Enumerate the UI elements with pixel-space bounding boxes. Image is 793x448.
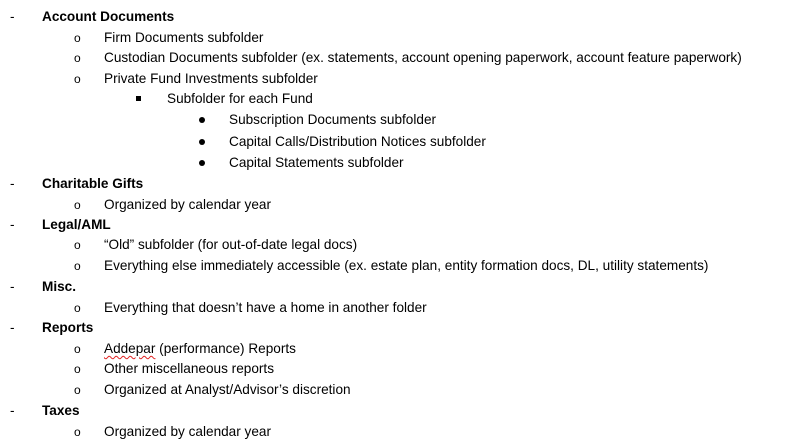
- round-bullet-icon: [199, 160, 205, 166]
- list-item-text: Other miscellaneous reports: [104, 361, 274, 376]
- list-item-text: Organized by calendar year: [104, 197, 271, 212]
- hollow-circle-bullet-icon: o: [74, 51, 81, 65]
- section-title: Account Documents: [42, 9, 175, 24]
- list-item-text: Capital Statements subfolder: [229, 155, 404, 170]
- round-bullet-icon: [199, 117, 205, 123]
- hollow-circle-bullet-icon: o: [74, 301, 81, 315]
- hollow-circle-bullet-icon: o: [74, 362, 81, 376]
- section-title: Reports: [42, 320, 94, 335]
- dash-marker: -: [10, 279, 15, 294]
- list-item-text: Firm Documents subfolder: [104, 30, 264, 45]
- dash-marker: -: [10, 9, 15, 24]
- section-title: Misc.: [42, 279, 76, 294]
- list-item-text: [104, 339, 296, 359]
- section-title: Taxes: [42, 403, 80, 418]
- hollow-circle-bullet-icon: o: [74, 342, 81, 356]
- dash-marker: -: [10, 217, 15, 232]
- dash-marker: -: [10, 176, 15, 191]
- list-item-text: Custodian Documents subfolder (ex. statements, account opening paperwork, account feature paperwork): [104, 50, 742, 65]
- hollow-circle-bullet-icon: o: [74, 238, 81, 252]
- hollow-circle-bullet-icon: o: [74, 383, 81, 397]
- list-item-text: Everything else immediately accessible (ex. estate plan, entity formation docs, DL, utility statements): [104, 258, 709, 273]
- list-item-text: “Old” subfolder (for out-of-date legal docs): [104, 237, 358, 252]
- hollow-circle-bullet-icon: o: [74, 425, 81, 439]
- list-item-text: Organized by calendar year: [104, 424, 271, 439]
- hollow-circle-bullet-icon: o: [74, 31, 81, 45]
- list-item-text: Subfolder for each Fund: [167, 91, 313, 106]
- misspelled-word[interactable]: Addepar: [104, 341, 156, 356]
- section-title: Legal/AML: [42, 217, 111, 232]
- list-item-text-rest: (performance) Reports: [155, 341, 296, 356]
- hollow-circle-bullet-icon: o: [74, 72, 81, 86]
- list-item-text: Organized at Analyst/Advisor’s discretion: [104, 382, 351, 397]
- section-title: Charitable Gifts: [42, 176, 144, 191]
- list-item-text: Private Fund Investments subfolder: [104, 71, 318, 86]
- round-bullet-icon: [199, 139, 205, 145]
- dash-marker: -: [10, 320, 15, 335]
- list-item-text: Everything that doesn’t have a home in another folder: [104, 300, 427, 315]
- dash-marker: -: [10, 403, 15, 418]
- hollow-circle-bullet-icon: o: [74, 198, 81, 212]
- list-item-text: Subscription Documents subfolder: [229, 112, 437, 127]
- list-item-text: Capital Calls/Distribution Notices subfolder: [229, 134, 486, 149]
- hollow-circle-bullet-icon: o: [74, 259, 81, 273]
- square-bullet-icon: [136, 96, 141, 101]
